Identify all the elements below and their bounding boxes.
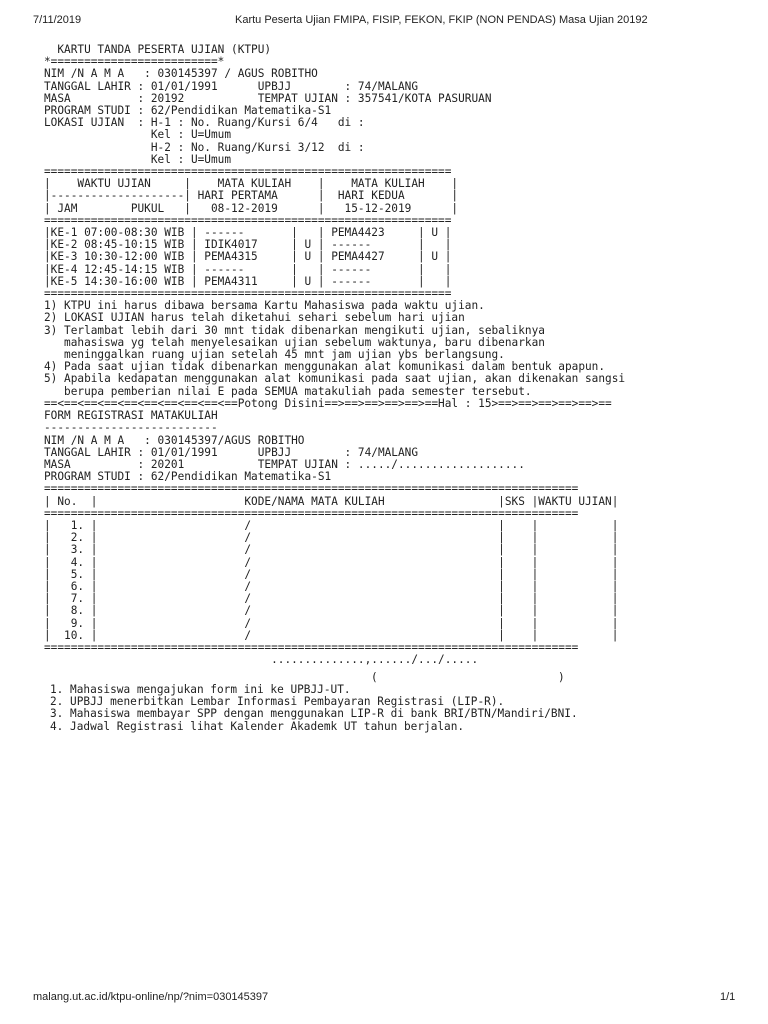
ktpu-line: 4) Pada saat ujian tidak dibenarkan menggunakan alat komunikasi dalam bentuk apapun. [44,360,606,374]
ktpu-line: FORM REGISTRASI MATAKULIAH [44,409,218,423]
ktpu-line: NIM /N A M A : 030145397 / AGUS ROBITHO [44,67,318,81]
signature-line: ( ) [371,671,565,684]
ktpu-line: | 6. | / | | | [44,579,619,593]
registration-notes [50,684,578,733]
ktpu-line: ================================================================================ [44,506,579,520]
ktpu-line: | 2. | / | | | [44,531,619,545]
ktpu-line: PROGRAM STUDI : 62/Pendidikan Matematika-S1 [44,104,332,118]
ktpu-line: TANGGAL LAHIR : 01/01/1991 UPBJJ : 74/MALANG [44,79,419,93]
ktpu-line: | 5. | / | | | [44,567,619,581]
note-item: 2. UPBJJ menerbitkan Lembar Informasi Pembayaran Registrasi (LIP-R). [50,695,505,709]
ktpu-line: Kel : U=Umum [44,152,232,166]
ktpu-line: | 10. | / | | | [44,628,619,642]
ktpu-line: | WAKTU UJIAN | MATA KULIAH | MATA KULIAH | [44,177,459,191]
ktpu-line: ============================================================= [44,287,452,301]
ktpu-line: MASA : 20201 TEMPAT UJIAN : ...../................... [44,457,525,471]
ktpu-line: | 4. | / | | | [44,555,619,569]
note-item: 3. Mahasiswa membayar SPP dengan menggunakan LIP-R di bank BRI/BTN/Mandiri/BNI. [50,707,578,721]
ktpu-line: | 8. | / | | | [44,604,619,618]
ktpu-line: ==<==<==<==<==<==<==<==<==<==Potong Disini==>==>==>==>==>==Hal : 15>==>==>==>==>==>== [44,396,612,410]
ktpu-line: LOKASI UJIAN : H-1 : No. Ruang/Kursi 6/4 di : [44,116,365,130]
ktpu-line: MASA : 20192 TEMPAT UJIAN : 357541/KOTA PASURUAN [44,91,492,105]
ktpu-line: | 9. | / | | | [44,616,619,630]
ktpu-line: |KE-1 07:00-08:30 WIB | ------ | | PEMA4423 | U | [44,226,452,240]
ktpu-line: 1) KTPU ini harus dibawa bersama Kartu Mahasiswa pada waktu ujian. [44,299,485,313]
ktpu-line: 2) LOKASI UJIAN harus telah diketahui sehari sebelum hari ujian [44,311,465,325]
print-page-title: Kartu Peserta Ujian FMIPA, FISIP, FEKON, FKIP (NON PENDAS) Masa Ujian 20192 [235,14,648,26]
ktpu-line: |--------------------| HARI PERTAMA | HARI KEDUA | [44,189,459,203]
ktpu-line: | 3. | / | | | [44,543,619,557]
ktpu-line: -------------------------- [44,421,218,435]
ktpu-line: ============================================================= [44,213,452,227]
ktpu-line: | 1. | / | | | [44,518,619,532]
ktpu-line: PROGRAM STUDI : 62/Pendidikan Matematika-S1 [44,470,332,484]
ktpu-line: NIM /N A M A : 030145397/AGUS ROBITHO [44,433,305,447]
ktpu-line: TANGGAL LAHIR : 01/01/1991 UPBJJ : 74/MALANG [44,445,419,459]
ktpu-card [44,44,625,666]
ktpu-line: berupa pemberian nilai E pada SEMUA matakuliah pada semester tersebut. [44,384,532,398]
ktpu-line: | 7. | / | | | [44,592,619,606]
ktpu-line: ..............,....../.../..... [44,653,479,667]
ktpu-line: meninggalkan ruang ujian setelah 45 mnt jam ujian ybs berlangsung. [44,348,505,362]
note-item: 4. Jadwal Registrasi lihat Kalender Akademk UT tahun berjalan. [50,719,465,733]
ktpu-line: H-2 : No. Ruang/Kursi 3/12 di : [44,140,365,154]
ktpu-line: ================================================================================ [44,482,579,496]
ktpu-line: |KE-5 14:30-16:00 WIB | PEMA4311 | U | ------ | | [44,274,452,288]
ktpu-line: | JAM PUKUL | 08-12-2019 | 15-12-2019 | [44,201,459,215]
ktpu-line: mahasiswa yg telah menyelesaikan ujian sebelum waktunya, baru dibenarkan [44,335,545,349]
print-date: 7/11/2019 [33,14,82,26]
ktpu-line: |KE-3 10:30-12:00 WIB | PEMA4315 | U | PEMA4427 | U | [44,250,452,264]
note-item: 1. Mahasiswa mengajukan form ini ke UPBJJ-UT. [50,683,351,696]
ktpu-line: |KE-2 08:45-10:15 WIB | IDIK4017 | U | ------ | | [44,238,452,252]
ktpu-line: 5) Apabila kedapatan menggunakan alat komunikasi pada saat ujian, akan dikenakan sangsi [44,372,626,386]
ktpu-line: 3) Terlambat lebih dari 30 mnt tidak dibenarkan mengikuti ujian, sebaliknya [44,323,545,337]
print-footer-page: 1/1 [720,991,736,1003]
print-footer-url: malang.ut.ac.id/ktpu-online/np/?nim=030145397 [33,991,269,1003]
ktpu-line: ================================================================================ [44,640,579,654]
ktpu-line: | No. | KODE/NAMA MATA KULIAH |SKS |WAKTU UJIAN| [44,494,619,508]
ktpu-line: ============================================================= [44,165,452,179]
ktpu-line: *=========================* [44,55,225,69]
ktpu-line: Kel : U=Umum [44,128,232,142]
ktpu-line: KARTU TANDA PESERTA UJIAN (KTPU) [44,43,272,56]
ktpu-line: |KE-4 12:45-14:15 WIB | ------ | | ------ | | [44,262,452,276]
